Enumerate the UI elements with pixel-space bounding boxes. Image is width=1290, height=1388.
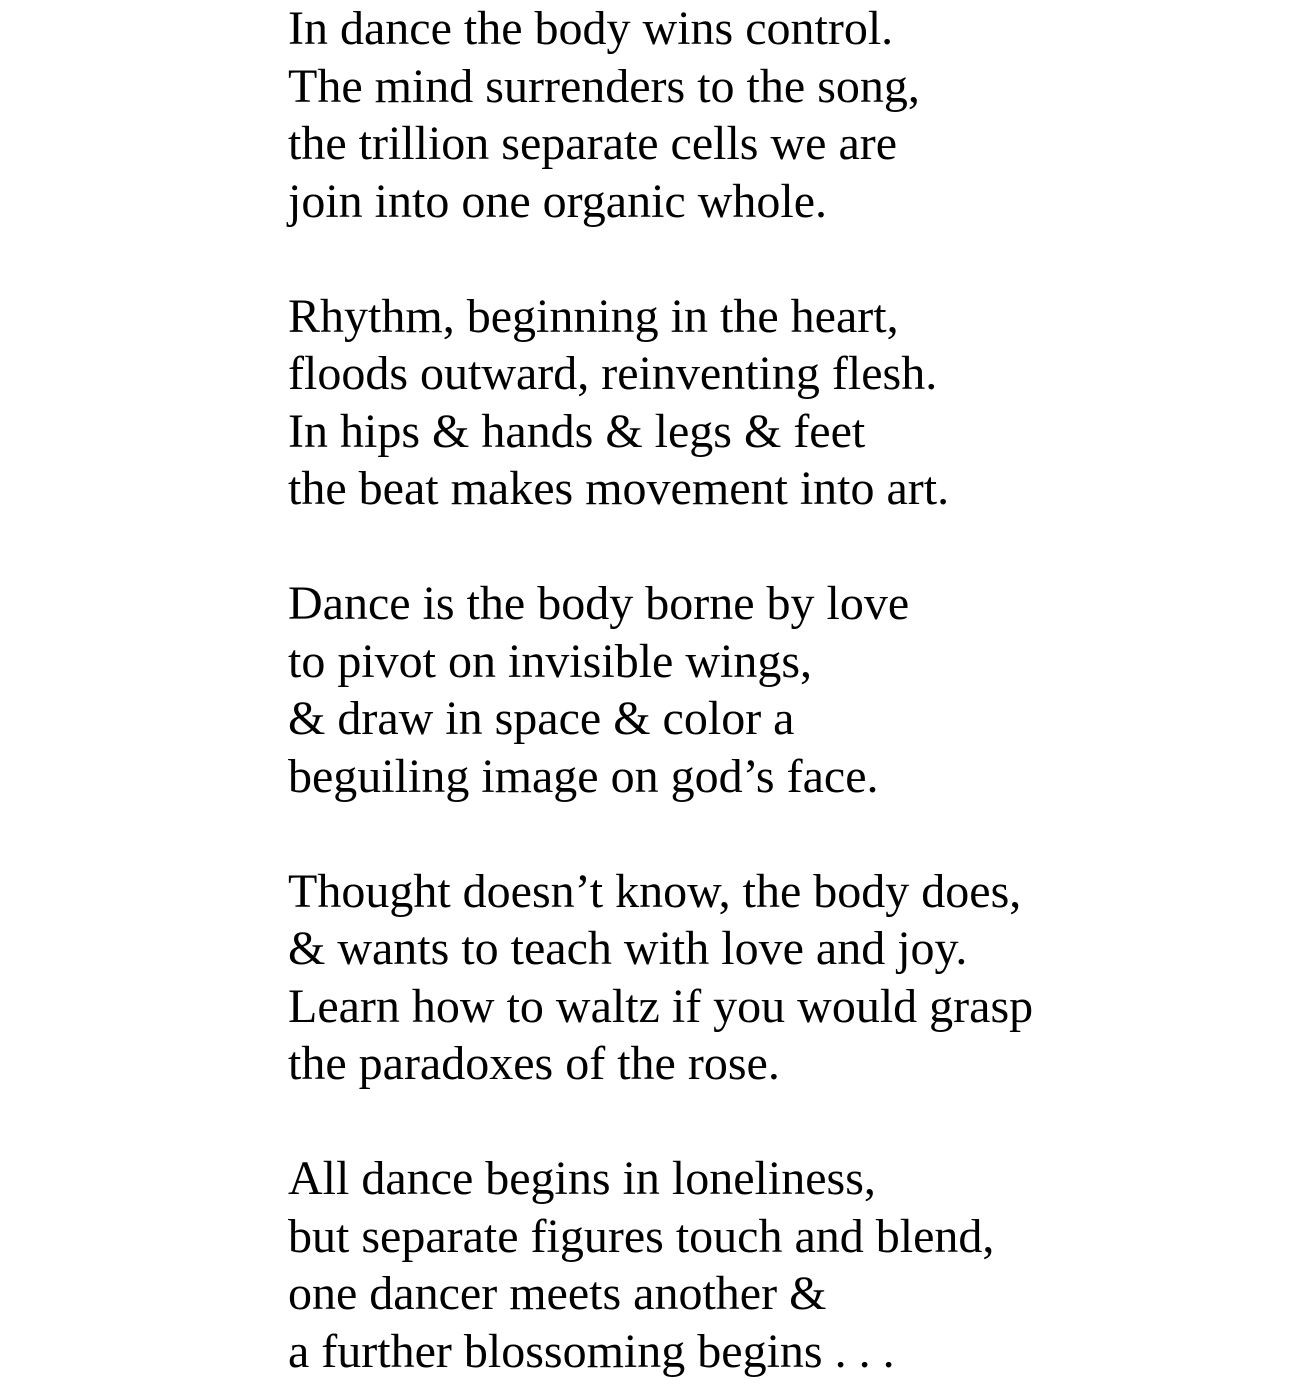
poem-line: Dance is the body borne by love [288,577,910,630]
poem-line: floods outward, reinventing flesh. [288,347,938,400]
poem-line: the paradoxes of the rose. [288,1037,780,1090]
poem-line: All dance begins in loneliness, [288,1152,876,1205]
poem-line: Thought doesn’t know, the body does, [288,864,1022,918]
poem-line: beguiling image on god’s face. [288,749,879,803]
poem-line: a further blossoming begins . . . [288,1324,895,1378]
poem-line: The mind surrenders to the song, [288,59,920,113]
stanza-2 [288,288,1278,518]
poem [288,0,1278,1380]
poem-line: the beat makes movement into art. [288,462,950,515]
poem-line: to pivot on invisible wings, [288,634,813,688]
poem-line: In dance the body wins control. [288,2,894,55]
stanza-5 [288,1150,1278,1380]
poem-line: one dancer meets another & [288,1267,827,1320]
poem-line: join into one organic whole. [288,174,828,228]
poem-line: Learn how to waltz if you would grasp [288,979,1034,1033]
poem-line: but separate figures touch and blend, [288,1209,995,1263]
stanza-4 [288,863,1278,1093]
poem-line: & wants to teach with love and joy. [288,922,968,975]
stanza-1 [288,0,1278,230]
poem-line: Rhythm, beginning in the heart, [288,289,899,343]
stanza-3 [288,575,1278,805]
poem-line: In hips & hands & legs & feet [288,404,866,458]
poem-line: & draw in space & color a [288,692,795,745]
poem-line: the trillion separate cells we are [288,117,898,170]
